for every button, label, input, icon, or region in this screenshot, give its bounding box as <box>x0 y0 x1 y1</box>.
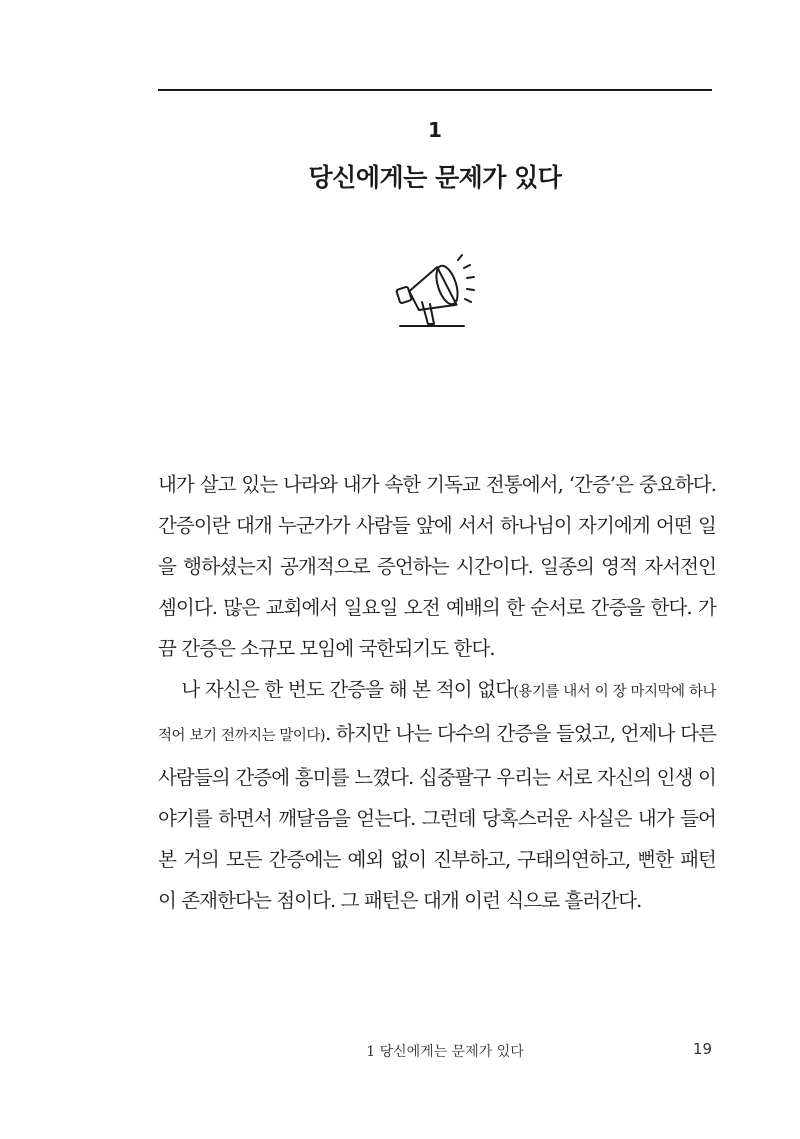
page-number: 19 <box>692 1040 712 1058</box>
body-text <box>158 464 716 921</box>
megaphone-icon <box>392 252 482 334</box>
paragraph-2-start: 나 자신은 한 번도 간증을 해 본 적이 없다 <box>181 678 514 701</box>
top-rule <box>158 89 712 91</box>
paragraph-2-rest: . 하지만 나는 다수의 간증을 들었고, 언제나 다른 사람들의 간증에 흥미를 느꼈다. 십중팔구 우리는 서로 자신의 인생 이야기를 하면서 깨달음을 얻는다. 그런데 당혹스러운 사실은 내가 들어 본 거의 모든 간증에는 예외 없이 진부하고, 구태의연하고, 뻔한 패턴이 존재한다는 점이다. 그 패턴은 대개 이런 식으로 흘러간다. <box>158 722 716 912</box>
chapter-title: 당신에게는 문제가 있다 <box>308 163 562 192</box>
paragraph-2 <box>158 669 716 921</box>
paragraph-2-aside: (용기를 내서 이 장 마지막에 하나 적어 보기 전까지는 말이다) <box>158 684 716 744</box>
chapter-number: 1 <box>428 118 442 142</box>
running-title: 1 당신에게는 문제가 있다 <box>366 1044 524 1060</box>
paragraph-1: 내가 살고 있는 나라와 내가 속한 기독교 전통에서, ‘간증’은 중요하다. 간증이란 대개 누군가가 사람들 앞에 서서 하나님이 자기에게 어떤 일을 행하셨는지 공개적으로 증언하는 시간이다. 일종의 영적 자서전인 셈이다. 많은 교회에서 일요일 오전 예배의 한 순서로 간증을 한다. 가끔 간증은 소규모 모임에 국한되기도 한다. <box>158 473 716 660</box>
